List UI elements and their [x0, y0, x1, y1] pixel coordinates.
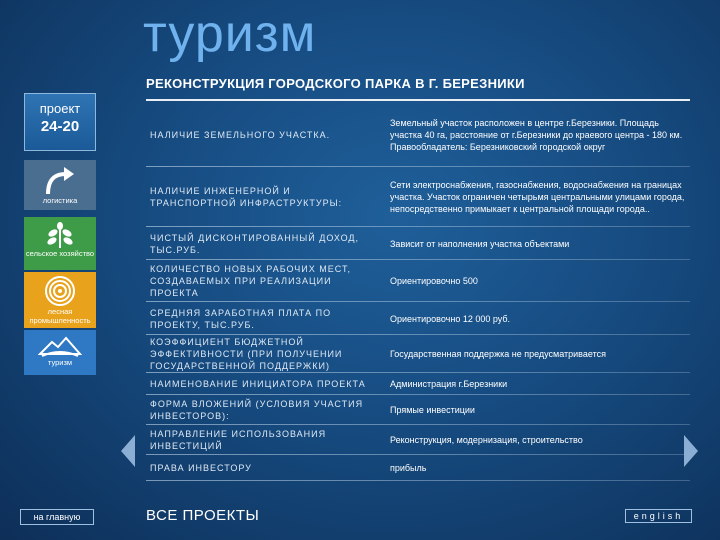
- table-row: [146, 425, 690, 455]
- all-projects-link[interactable]: ВСЕ ПРОЕКТЫ: [146, 507, 260, 524]
- category-label: сельское хозяйство: [25, 249, 95, 258]
- table-row: [146, 395, 690, 425]
- tree-rings-icon: [43, 275, 77, 307]
- row-label: ФОРМА ВЛОЖЕНИЙ (УСЛОВИЯ УЧАСТИЯ ИНВЕСТОРОВ):: [150, 399, 364, 421]
- row-label: НАЛИЧИЕ ИНЖЕНЕРНОЙ И ТРАНСПОРТНОЙ ИНФРАСТРУКТУРЫ:: [150, 186, 343, 208]
- project-info-table: [146, 103, 690, 481]
- row-label: КОЭФФИЦИЕНТ БЮДЖЕТНОЙ ЭФФЕКТИВНОСТИ (ПРИ ПОЛУЧЕНИИ ГОСУДАРСТВЕННОЙ ПОДДЕРЖКИ): [150, 337, 343, 371]
- table-row: [146, 455, 690, 481]
- page-title: туризм: [143, 5, 317, 63]
- language-button[interactable]: english: [625, 509, 692, 523]
- row-value: прибыль: [390, 463, 427, 473]
- category-tile-agriculture[interactable]: [24, 217, 96, 270]
- row-label: НАИМЕНОВАНИЕ ИНИЦИАТОРА ПРОЕКТА: [150, 379, 366, 389]
- category-tile-forestry[interactable]: [24, 272, 96, 328]
- category-label: логистика: [42, 196, 78, 205]
- row-value: Ориентировочно 12 000 руб.: [390, 313, 511, 324]
- table-row: [146, 103, 690, 167]
- row-value: Администрация г.Березники: [390, 379, 508, 389]
- table-row: [146, 373, 690, 395]
- row-label: ЧИСТЫЙ ДИСКОНТИРОВАННЫЙ ДОХОД, ТЫС.РУБ.: [150, 232, 360, 255]
- row-label: ПРАВА ИНВЕСТОРУ: [150, 463, 252, 473]
- row-label: СРЕДНЯЯ ЗАРАБОТНАЯ ПЛАТА ПО ПРОЕКТУ, ТЫС.РУБ.: [150, 307, 332, 330]
- row-value: Земельный участок расположен в центре г.Березники. Площадь участка 40 га, расстояние от г.Березники до краевого центра - 180 км. Правообладатель: Березниковский городской округ: [390, 118, 683, 152]
- row-value: Сети электроснабжения, газоснабжения, водоснабжения на границах участка. Участок ограничен четырьмя центральными улицами города, непосредственно примыкает к центральной площади города..: [390, 180, 685, 214]
- next-arrow-button[interactable]: [684, 435, 698, 467]
- table-row: [146, 302, 690, 335]
- row-label: НАЛИЧИЕ ЗЕМЕЛЬНОГО УЧАСТКА.: [150, 130, 331, 140]
- row-value: Прямые инвестиции: [390, 405, 475, 415]
- mountain-icon: [38, 334, 82, 358]
- project-label: проект: [39, 101, 81, 116]
- row-label: НАПРАВЛЕНИЕ ИСПОЛЬЗОВАНИЯ ИНВЕСТИЦИЙ: [150, 429, 327, 451]
- category-tile-logistics[interactable]: [24, 160, 96, 210]
- row-value: Государственная поддержка не предусматривается: [390, 349, 606, 359]
- arrow-turn-icon: [40, 164, 80, 196]
- table-row: [146, 335, 690, 373]
- table-row: [146, 167, 690, 227]
- row-value: Зависит от наполнения участка объектами: [390, 238, 570, 249]
- category-label: туризм: [47, 358, 73, 367]
- previous-arrow-button[interactable]: [121, 435, 135, 467]
- project-title: РЕКОНСТРУКЦИЯ ГОРОДСКОГО ПАРКА В Г. БЕРЕЗНИКИ: [146, 76, 525, 91]
- table-row: [146, 227, 690, 260]
- category-tile-tourism[interactable]: [24, 330, 96, 375]
- project-code: 24-20: [40, 118, 80, 135]
- row-label: КОЛИЧЕСТВО НОВЫХ РАБОЧИХ МЕСТ, СОЗДАВАЕМЫХ ПРИ РЕАЛИЗАЦИИ ПРОЕКТА: [150, 264, 351, 298]
- row-value: Ориентировочно 500: [390, 276, 478, 286]
- home-button[interactable]: на главную: [20, 509, 94, 525]
- row-value: Реконструкция, модернизация, строительство: [390, 435, 583, 445]
- table-row: [146, 260, 690, 302]
- title-divider: [146, 99, 690, 101]
- project-number-box: [24, 93, 96, 151]
- plant-icon: [42, 221, 78, 249]
- category-label: лесная промышленность: [29, 307, 91, 325]
